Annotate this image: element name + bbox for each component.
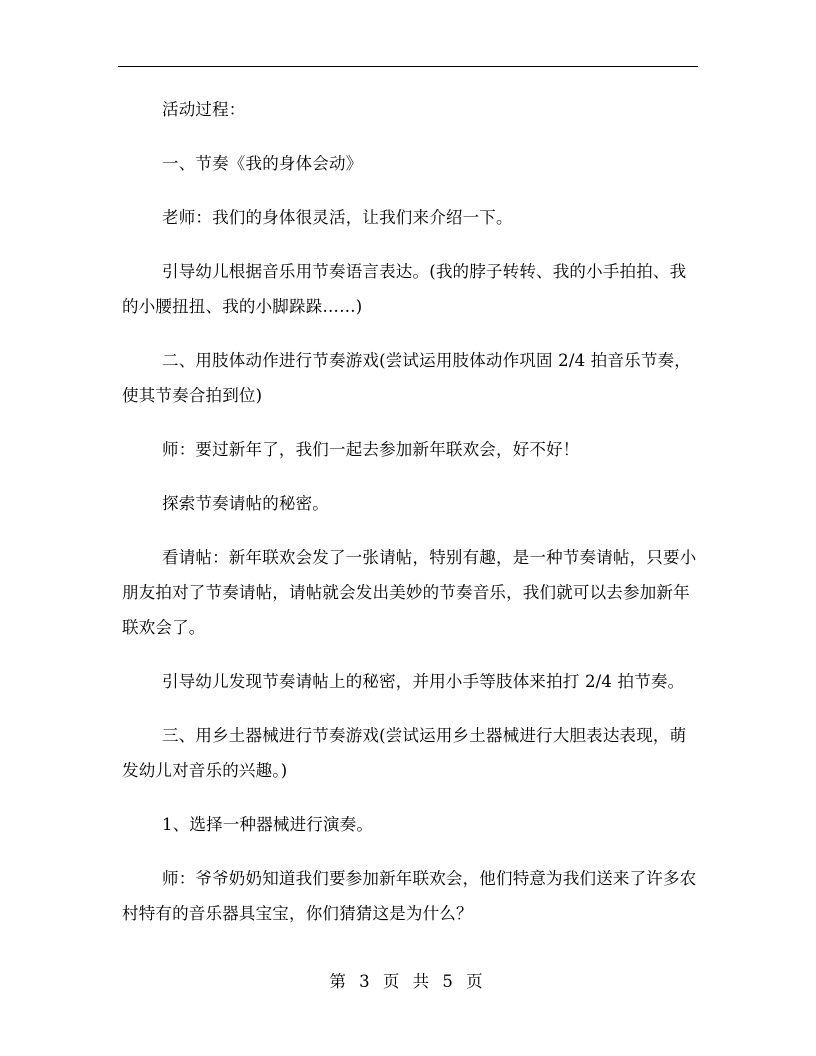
paragraph: 三、用乡土器械进行节奏游戏(尝试运用乡土器械进行大胆表达表现，萌发幼儿对音乐的兴趣。)	[122, 726, 687, 780]
paragraph: 师：爷爷奶奶知道我们要参加新年联欢会，他们特意为我们送来了许多农村特有的音乐器具宝宝，你们猜猜这是为什么？	[122, 869, 697, 923]
paragraph: 一、节奏《我的身体会动》	[162, 154, 363, 173]
paragraph: 引导幼儿发现节奏请帖上的秘密，并用小手等肢体来拍打 2/4 拍节奏。	[162, 672, 685, 691]
paragraph: 活动过程：	[162, 100, 246, 119]
paragraph: 1、选择一种器械进行演奏。	[162, 815, 374, 834]
paragraph: 引导幼儿根据音乐用节奏语言表达。(我的脖子转转、我的小手拍拍、我的小腰扭扭、我的小脚跺跺……)	[122, 262, 687, 316]
document-body	[122, 92, 702, 950]
page-number-footer: 第 3 页 共 5 页	[329, 972, 487, 991]
paragraph: 老师：我们的身体很灵活，让我们来介绍一下。	[162, 208, 513, 227]
header-rule	[118, 66, 698, 67]
paragraph: 看请帖：新年联欢会发了一张请帖，特别有趣，是一种节奏请帖，只要小朋友拍对了节奏请帖，请帖就会发出美妙的节奏音乐，我们就可以去参加新年联欢会了。	[122, 548, 697, 637]
paragraph: 二、用肢体动作进行节奏游戏(尝试运用肢体动作巩固 2/4 拍音乐节奏，使其节奏合拍到位)	[122, 351, 691, 405]
paragraph: 师：要过新年了，我们一起去参加新年联欢会，好不好！	[162, 440, 580, 459]
paragraph: 探索节奏请帖的秘密。	[162, 494, 329, 513]
